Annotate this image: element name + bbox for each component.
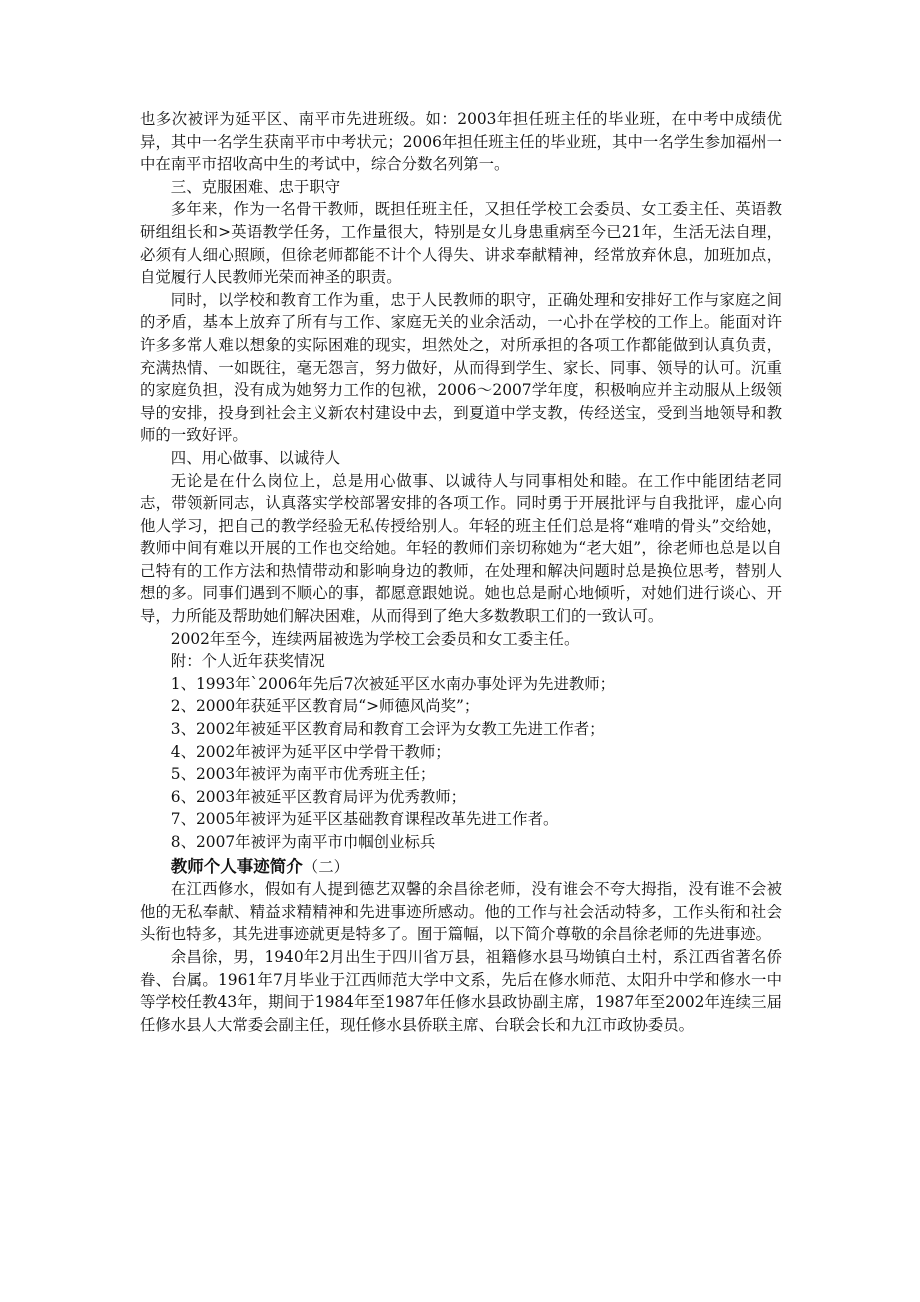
section-heading-4: 四、用心做事、以诚待人 bbox=[170, 448, 341, 467]
section-heading-3: 三、克服困难、忠于职守 bbox=[170, 177, 341, 196]
subtitle-bold: 教师个人事迹简介 bbox=[170, 856, 303, 876]
subtitle-suffix: （二） bbox=[302, 857, 349, 876]
award-item-4: 4、2002年被评为延平区中学骨干教师； bbox=[170, 742, 451, 761]
document-subtitle bbox=[140, 856, 782, 879]
award-item-6: 6、2003年被延平区教育局评为优秀教师； bbox=[170, 787, 467, 806]
body-paragraph-1: 也多次被评为延平区、南平市先进班级。如：2003年担任班主任的毕业班，在中考中成绩优异，其中一名学生获南平市中考状元；2006年担任班主任的毕业班，其中一名学生参加福州一中在南平市招收高中生的考试中，综合分数名列第一。 bbox=[140, 110, 782, 174]
award-item-5: 5、2003年被评为南平市优秀班主任； bbox=[170, 765, 436, 784]
document-page bbox=[140, 108, 782, 1036]
award-item-8: 8、2007年被评为南平市巾帼创业标兵 bbox=[170, 833, 436, 851]
body-paragraph-6: 在江西修水，假如有人提到德艺双馨的余昌徐老师，没有谁会不夸大拇指，没有谁不会被他的无私奉献、精益求精精神和先进事迹所感动。他的工作与社会活动特多，工作头衔和社会头衔也特多，其先进事迹就更是特多了。囿于篇幅，以下简介尊敬的余昌徐老师的先进事迹。 bbox=[140, 880, 782, 944]
body-paragraph-4: 无论是在什么岗位上，总是用心做事、以诚待人与同事相处和睦。在工作中能团结老同志，带领新同志，认真落实学校部署安排的各项工作。同时勇于开展批评与自我批评，虚心向他人学习，把自己的教学经验无私传授给别人。年轻的班主任们总是将“难啃的骨头”交给她，教师中间有难以开展的工作也交给她。年轻的教师们亲切称她为“老大姐”，徐老师也总是以自己特有的工作方法和热情带动和影响身边的教师，在处理和解决问题时总是换位思考，替别人想的多。同事们遇到不顺心的事，都愿意跟她说。她也总是耐心地倾听，对她们进行谈心、开导，力所能及帮助她们解决困难，从而得到了绝大多数教职工们的一致认可。 bbox=[140, 471, 782, 626]
body-paragraph-2: 多年来，作为一名骨干教师，既担任班主任，又担任学校工会委员、女工委主任、英语教研组组长和>英语教学任务，工作量很大，特别是女儿身患重病至今已21年，生活无法自理，必须有人细心照顾，但徐老师都能不计个人得失、讲求奉献精神，经常放弃休息，加班加点，自觉履行人民教师光荣而神圣的职责。 bbox=[140, 200, 782, 287]
awards-heading: 附：个人近年获奖情况 bbox=[170, 652, 325, 671]
award-item-2: 2、2000年获延平区教育局“>师德风尚奖”； bbox=[170, 697, 480, 716]
award-item-3: 3、2002年被延平区教育局和教育工会评为女教工先进工作者； bbox=[170, 720, 605, 739]
body-paragraph-7: 余昌徐，男，1940年2月出生于四川省万县，祖籍修水县马坳镇白土村，系江西省著名侨眷、台属。1961年7月毕业于江西师范大学中文系，先后在修水师范、太阳升中学和修水一中等学校任教43年，期间于1984年至1987年任修水县政协副主席，1987年至2002年连续三届任修水县人大常委会副主任，现任修水县侨联主席、台联会长和九江市政协委员。 bbox=[140, 947, 782, 1034]
award-item-1: 1、1993年`2006年先后7次被延平区水南办事处评为先进教师； bbox=[170, 674, 616, 693]
body-paragraph-5: 2002年至今，连续两届被选为学校工会委员和女工委主任。 bbox=[170, 629, 580, 648]
body-paragraph-3: 同时，以学校和教育工作为重，忠于人民教师的职守，正确处理和安排好工作与家庭之间的矛盾，基本上放弃了所有与工作、家庭无关的业余活动，一心扑在学校的工作上。能面对许许多多常人难以想象的实际困难的现实，坦然处之，对所承担的各项工作都能做到认真负责，充满热情、一如既往，毫无怨言，努力做好，从而得到学生、家长、同事、领导的认可。沉重的家庭负担，没有成为她努力工作的包袱，2006～2007学年度，积极响应并主动服从上级领导的安排，投身到社会主义新农村建设中去，到夏道中学支教，传经送宝，受到当地领导和教师的一致好评。 bbox=[140, 290, 782, 445]
award-item-7: 7、2005年被评为延平区基础教育课程改革先进工作者。 bbox=[170, 810, 559, 829]
